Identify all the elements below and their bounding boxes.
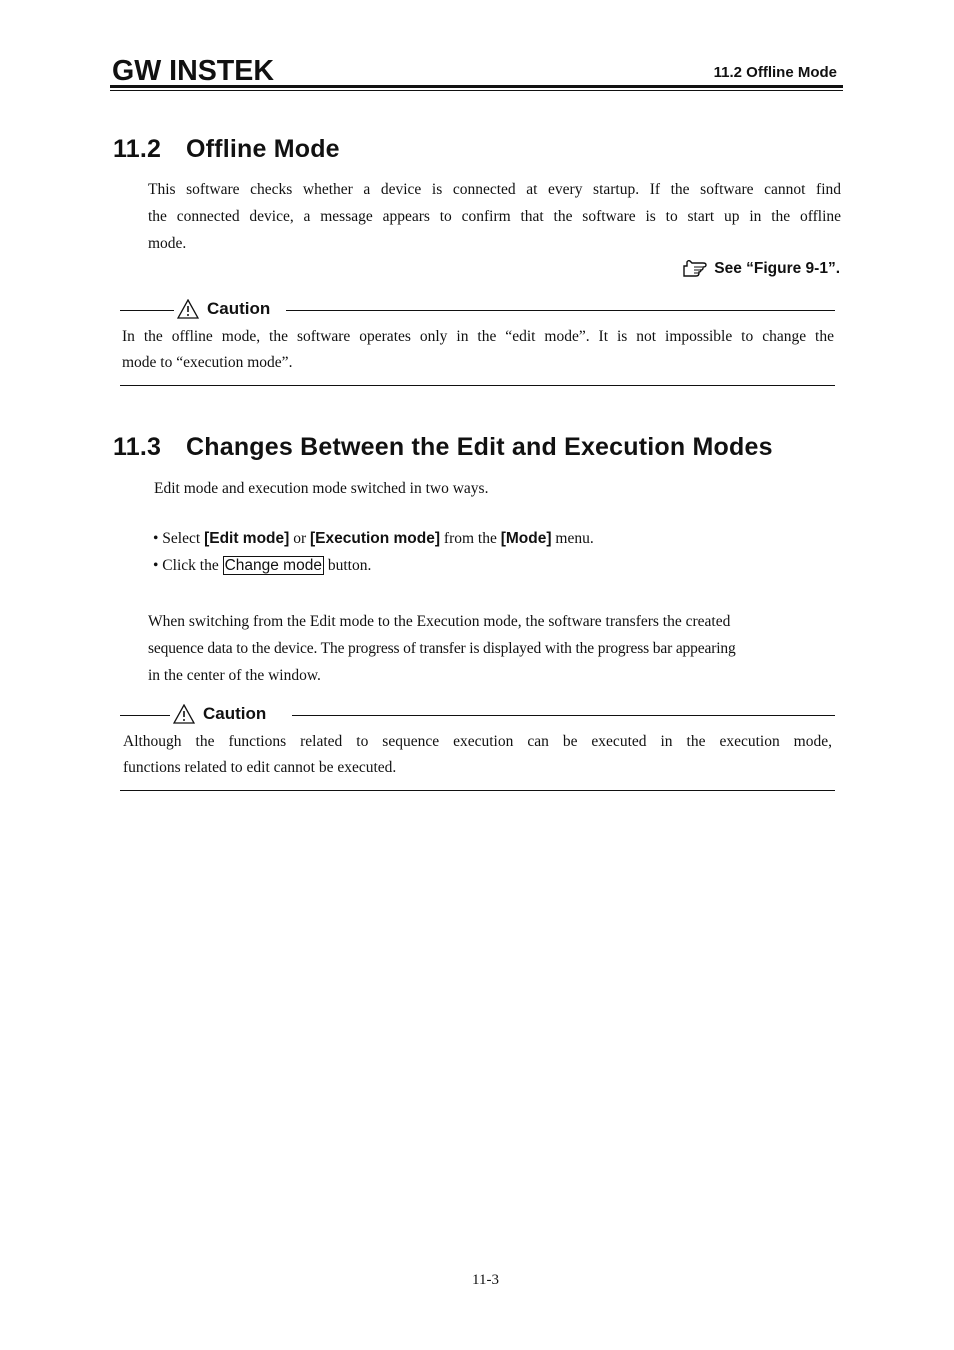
intro-text: Edit mode and execution mode switched in two ways. [154, 480, 489, 497]
section-number: 11.3 [113, 433, 162, 461]
bullet-select-mode [153, 530, 594, 548]
page-number: 11-3 [472, 1272, 499, 1288]
caution-label: Caution [207, 299, 271, 318]
gw-instek-logo [112, 55, 276, 85]
change-mode-button-label: Change mode [224, 557, 322, 574]
bullet-text: from the [440, 530, 501, 547]
caution-heading [173, 704, 266, 724]
paragraph-line: the connected device, a message appears to confirm that the software is to start up in the offline [148, 208, 841, 225]
execution-mode-menu-item: [Execution mode] [309, 530, 441, 547]
section-11-2-paragraph [148, 176, 841, 257]
caution-rule-right [286, 310, 835, 311]
caution-line: functions related to edit cannot be executed. [123, 759, 397, 776]
section-11-3-heading [113, 433, 773, 462]
caution-rule-left [120, 715, 170, 716]
pointing-hand-icon [682, 260, 708, 278]
caution-body [122, 324, 834, 376]
section-11-2-heading [113, 135, 340, 164]
see-figure-text: See “Figure 9-1”. [714, 260, 840, 277]
section-11-3-intro [154, 475, 847, 502]
caution-bottom-rule [120, 790, 835, 791]
paragraph-line: mode. [148, 235, 187, 252]
paragraph-line: When switching from the Edit mode to the Execution mode, the software transfers the created [148, 613, 731, 630]
bullet-text: menu. [551, 530, 594, 547]
section-title: Changes Between the Edit and Execution Modes [186, 433, 773, 461]
caution-rule-right [292, 715, 835, 716]
section-11-3-paragraph [148, 608, 841, 689]
caution-line: Although the functions related to sequence execution can be executed in the execution mode, [123, 733, 832, 750]
paragraph-line: This software checks whether a device is connected at every startup. If the software cannot find [148, 181, 841, 198]
caution-body [123, 729, 832, 781]
bullet-text: • Click the [153, 557, 223, 574]
see-figure-reference [682, 260, 840, 278]
header-section-title: 11.2 Offline Mode [713, 64, 837, 81]
mode-menu: [Mode] [500, 530, 552, 547]
caution-line: mode to “execution mode”. [122, 354, 293, 371]
caution-line: In the offline mode, the software operates only in the “edit mode”. It is not impossible to change the [122, 328, 834, 345]
bullet-text: • Select [153, 530, 205, 547]
caution-bottom-rule [120, 385, 835, 386]
section-title: Offline Mode [186, 135, 340, 163]
warning-icon [173, 704, 195, 724]
section-number: 11.2 [113, 135, 162, 163]
edit-mode-menu-item: [Edit mode] [204, 530, 290, 547]
paragraph-line: in the center of the window. [148, 667, 321, 684]
bullet-text: or [289, 530, 310, 547]
caution-label: Caution [203, 704, 267, 723]
header-rule-thin [110, 90, 843, 91]
paragraph-line: sequence data to the device. The progress of transfer is displayed with the progress bar appearing [148, 640, 736, 657]
bullet-click-button [153, 556, 371, 575]
warning-icon [177, 299, 199, 319]
bullet-text: button. [323, 557, 372, 574]
logo-text: GW INSTEK [112, 55, 275, 85]
caution-rule-left [120, 310, 174, 311]
caution-heading [177, 299, 270, 319]
header-rule [110, 85, 843, 88]
